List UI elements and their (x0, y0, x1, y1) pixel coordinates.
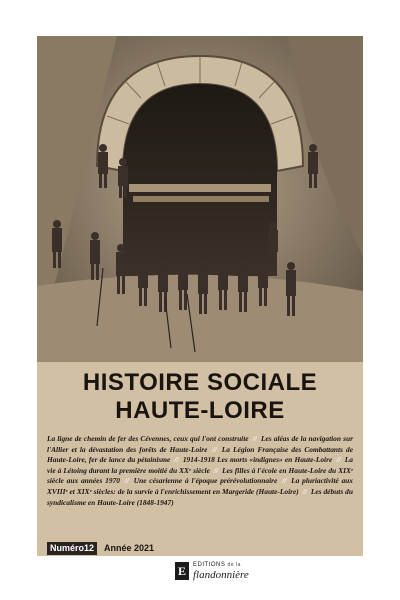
summary-separator: // (209, 444, 220, 454)
summary-separator: // (211, 465, 221, 475)
tunnel-workers-photo (37, 36, 363, 362)
publisher-logo: E (175, 562, 189, 580)
publisher-editions: EDITIONS (193, 562, 226, 568)
issue-year: Année 2021 (104, 543, 155, 553)
summary-separator: // (334, 455, 343, 465)
summary-separator: // (279, 476, 290, 486)
summary-item: Les aléas de la navigation sur l'Allier et la dévastation des forêts de Haute-Loire (47, 434, 353, 454)
journal-title-line1: HISTOIRE SOCIALE (82, 369, 318, 396)
summary-item: La vie à Létoing durant la première moitié du XXᵉ siècle (47, 455, 353, 475)
summary-item: Les débuts du syndicalisme en Haute-Loire (1848-1947) (47, 486, 353, 507)
summary-item: Une césarienne à l'époque prérévolutionnaire (133, 476, 278, 486)
summary-item: La ligne de chemin de fer des Cévennes, ceux qui l'ont construite (47, 434, 249, 443)
summary-item: 1914-1918 Les morts «indignes» en Haute-Loire (182, 455, 333, 465)
journal-title-line2: HAUTE-LOIRE (115, 397, 285, 424)
book-cover (37, 36, 363, 556)
issue-info (47, 542, 157, 555)
publisher-de-la: de la (227, 562, 241, 568)
publisher-block (37, 560, 363, 584)
summary-separator: // (172, 455, 181, 465)
title-band (37, 362, 363, 556)
publisher-name: flandonnière (193, 569, 249, 581)
cover-photo (37, 36, 363, 362)
summary-item: La pluriactivité aux XVIIIᵉ et XIXᵉ siècles: de la survie à l'enrichissement en Margeride (Haute-Loire) (47, 476, 353, 496)
summary-separator: // (121, 476, 132, 486)
summary-item: La Légion Française des Combattants de Haute-Loire, fer de lance du pétainisme (47, 444, 353, 465)
publisher-line1 (193, 562, 241, 568)
issue-number: Numéro12 (47, 542, 97, 555)
summary-item: Les filles à l'école en Haute-Loire du XIXᵉ siècle aux années 1970 (47, 465, 353, 486)
contents-summary (47, 434, 353, 508)
summary-separator: // (300, 486, 309, 496)
summary-separator: // (250, 434, 259, 443)
